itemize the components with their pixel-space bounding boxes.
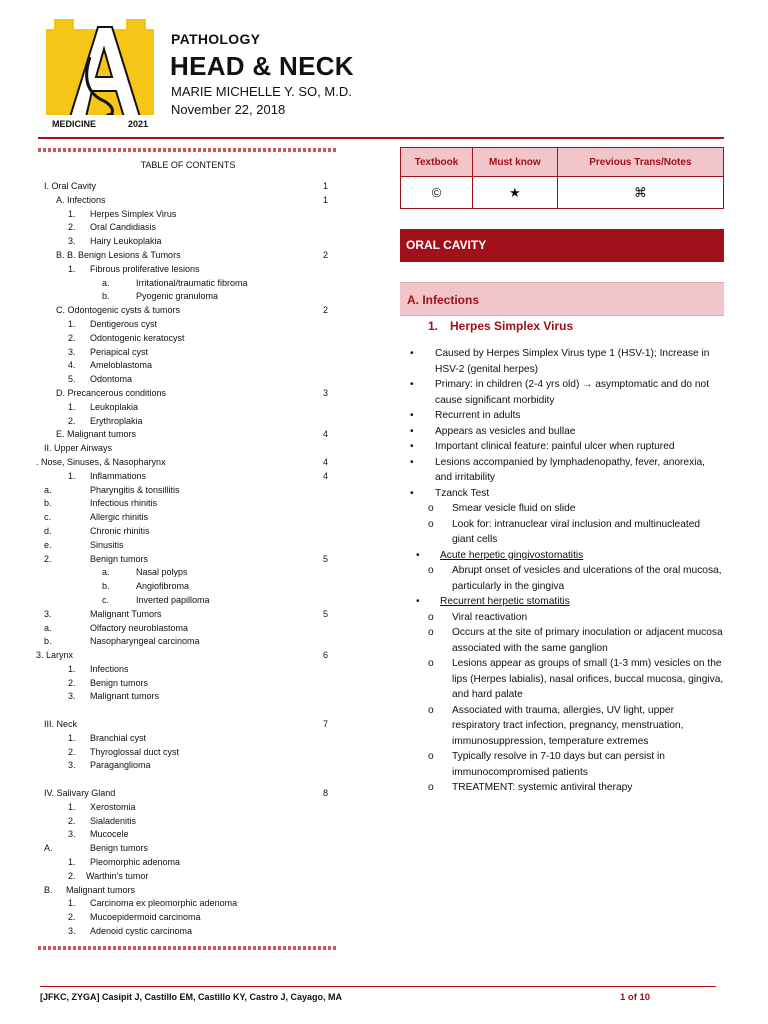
- toc-entry-label: Periapical cyst: [90, 346, 149, 357]
- toc-entry-number: c.: [44, 512, 52, 523]
- toc-entry: [36, 773, 336, 787]
- bullet-text: Appears as vesicles and bullae: [435, 425, 576, 437]
- toc-entry-number: 1.: [68, 732, 76, 743]
- toc-entry: [36, 387, 336, 401]
- bullet-icon: •: [416, 596, 420, 607]
- toc-entry-label: Irritational/traumatic fibroma: [136, 277, 248, 288]
- toc-bottom-border: [38, 946, 338, 950]
- bullet-text: Lesions appear as groups of small (1-3 mm) vesicles on the lips (Herpes labialis), nasal orifices, buccal mucosa, gingiva, and hard palate: [452, 658, 724, 700]
- toc-entry: [36, 208, 336, 222]
- bullet-text: Recurrent in adults: [435, 410, 521, 421]
- sub-bullet-item: [400, 780, 724, 796]
- toc-entry: [36, 870, 336, 884]
- toc-entry: [36, 318, 336, 332]
- bullet-icon: •: [410, 456, 414, 468]
- toc-entry-label: C. Odontogenic cysts & tumors: [56, 305, 181, 316]
- toc-entry: [36, 718, 336, 732]
- toc-entry-label: Xerostomia: [90, 801, 136, 812]
- toc-entry-page: 5: [322, 553, 328, 564]
- toc-entry-number: 3.: [68, 760, 76, 771]
- toc-entry-label: Pharyngitis & tonsillitis: [90, 484, 180, 495]
- bullet-icon: •: [410, 441, 414, 452]
- toc-entry-number: c.: [102, 594, 110, 605]
- toc-title: TABLE OF CONTENTS: [140, 160, 236, 170]
- toc-entry: [36, 580, 336, 594]
- toc-entry: [36, 649, 336, 663]
- toc-entry: [36, 235, 336, 249]
- toc-entry-number: 1.: [68, 857, 76, 868]
- toc-entry-number: a.: [44, 622, 52, 633]
- toc-entry-label: IV. Salivary Gland: [44, 788, 116, 799]
- bullet-text: Caused by Herpes Simplex Virus type 1 (HSV-1); Increase in HSV-2 (genital herpes): [435, 348, 710, 375]
- sub-bullet-item: [400, 625, 724, 656]
- toc-entry-number: 2.: [68, 222, 76, 233]
- bullet-icon: o: [428, 627, 434, 638]
- toc-entry-label: Leukoplakia: [90, 401, 139, 412]
- toc-entry-number: 3.: [68, 236, 76, 247]
- toc-entry-number: 1.: [68, 318, 76, 329]
- toc-entry: [36, 828, 336, 842]
- toc-entry-label: Fibrous proliferative lesions: [90, 263, 200, 274]
- toc-entry-label: Sinusitis: [90, 539, 124, 550]
- toc-entry: [36, 911, 336, 925]
- sub-bullet-item: [400, 703, 724, 750]
- toc-entry-number: 1.: [68, 401, 76, 412]
- legend-header-must-know: Must know: [472, 148, 557, 177]
- toc-entry-label: 3. Larynx: [36, 650, 74, 661]
- toc-entry: [36, 553, 336, 567]
- toc-entry: [36, 373, 336, 387]
- toc-entry-number: 2.: [68, 332, 76, 343]
- toc-entry-page: 4: [322, 429, 328, 440]
- toc-entry-number: B.: [44, 884, 53, 895]
- toc-entry-label: II. Upper Airways: [44, 443, 113, 454]
- topic-number: 1.: [428, 319, 439, 333]
- toc-entry-label: Malignant tumors: [90, 691, 160, 702]
- toc-entry-page: 3: [322, 387, 328, 398]
- toc-entry-page: 7: [322, 719, 328, 730]
- toc-entry: [36, 842, 336, 856]
- toc-entry-label: Herpes Simplex Virus: [90, 208, 177, 219]
- bullet-icon: •: [410, 348, 414, 359]
- toc-entry: [36, 815, 336, 829]
- toc-entry: [36, 608, 336, 622]
- sub-bullet-item: [400, 749, 724, 780]
- toc-entry: [36, 332, 336, 346]
- svg-text:2021: 2021: [128, 119, 149, 129]
- toc-entry: [36, 401, 336, 415]
- toc-top-border: [38, 148, 338, 152]
- toc-entry-number: 1.: [68, 801, 76, 812]
- bullet-icon: •: [410, 487, 414, 499]
- toc-entry-label: Inverted papilloma: [136, 594, 210, 605]
- sub-bullet-item: [400, 501, 724, 517]
- toc-entry-label: Carcinoma ex pleomorphic adenoma: [90, 898, 238, 909]
- toc-entry-number: 2.: [68, 677, 76, 688]
- author-name: MARIE MICHELLE Y. SO, M.D.: [171, 84, 352, 99]
- toc-entry-number: 2.: [68, 746, 76, 757]
- copyright-icon: ©: [401, 177, 473, 209]
- toc-entry: [36, 746, 336, 760]
- toc-entry-number: 2.: [68, 912, 76, 923]
- toc-entry-number: 3.: [68, 691, 76, 702]
- toc-entry: [36, 497, 336, 511]
- bullet-item: [400, 408, 724, 424]
- bullet-text: Look for: intranuclear viral inclusion and multinucleated giant cells: [452, 518, 701, 545]
- svg-text:MEDICINE: MEDICINE: [52, 119, 97, 129]
- toc-entry-number: 2.: [68, 815, 76, 826]
- bullet-text: TREATMENT: systemic antiviral therapy: [452, 782, 633, 793]
- bullet-text: Smear vesicle fluid on slide: [452, 503, 576, 514]
- bullet-icon: o: [428, 565, 434, 576]
- toc-entry-label: Pleomorphic adenoma: [90, 857, 181, 868]
- toc-entry: [36, 594, 336, 608]
- toc-entry-number: a.: [102, 277, 110, 288]
- toc-entry: [36, 221, 336, 235]
- toc-entry-label: Infections: [90, 663, 129, 674]
- toc-entry-number: d.: [44, 525, 52, 536]
- toc-entry-label: A. Infections: [56, 194, 106, 205]
- toc-entry-number: 3.: [68, 926, 76, 937]
- toc-entry: [36, 511, 336, 525]
- toc-entry-label: I. Oral Cavity: [44, 181, 97, 191]
- bullet-icon: o: [428, 751, 434, 762]
- lecture-notes: [400, 346, 724, 796]
- toc-entry-number: 1.: [68, 208, 76, 219]
- toc-entry-number: b.: [102, 581, 110, 592]
- toc-entry-label: Chronic rhinitis: [90, 525, 150, 536]
- page-title: HEAD & NECK: [170, 51, 354, 81]
- toc-entry-page: 4: [322, 456, 328, 467]
- toc-entry-label: Thyroglossal duct cyst: [90, 746, 180, 757]
- footer-divider: [40, 986, 716, 987]
- toc-entry-label: D. Precancerous conditions: [56, 387, 167, 398]
- toc-entry: [36, 525, 336, 539]
- header-divider: [38, 137, 724, 139]
- sub-bullet-item: [400, 656, 724, 703]
- toc-entry-label: Nasal polyps: [136, 567, 188, 578]
- toc-entry: [36, 677, 336, 691]
- toc-entry: [36, 415, 336, 429]
- toc-entry-page: 5: [322, 608, 328, 619]
- toc-entry-label: E. Malignant tumors: [56, 429, 137, 440]
- bullet-item: [400, 346, 724, 377]
- toc-entry: [36, 428, 336, 442]
- legend-header-textbook: Textbook: [401, 148, 473, 177]
- bullet-text: Tzanck Test: [435, 487, 490, 499]
- toc-entry: [36, 856, 336, 870]
- sub-bullet-item: [400, 517, 724, 548]
- subtopic-heading: [400, 548, 724, 564]
- toc-entry: [36, 456, 336, 470]
- toc-entry-label: Adenoid cystic carcinoma: [90, 926, 193, 937]
- bullet-icon: o: [428, 658, 434, 669]
- toc-entry-label: Malignant Tumors: [90, 608, 162, 619]
- lecture-date: November 22, 2018: [171, 102, 286, 117]
- toc-entry: [36, 704, 336, 718]
- toc-entry: [36, 690, 336, 704]
- toc-entry-label: Oral Candidiasis: [90, 222, 157, 233]
- toc-entry-label: Malignant tumors: [66, 884, 136, 895]
- toc-entry: [36, 442, 336, 456]
- toc-entry-number: e.: [44, 539, 52, 550]
- subject-label: PATHOLOGY: [171, 31, 261, 47]
- legend-header-previous-notes: Previous Trans/Notes: [557, 148, 723, 177]
- toc-entry-label: Nasopharyngeal carcinoma: [90, 636, 200, 647]
- legend-table: [400, 147, 724, 209]
- toc-entry: [36, 249, 336, 263]
- table-of-contents: [36, 180, 336, 939]
- toc-entry-number: 2.: [44, 553, 52, 564]
- toc-entry: [36, 801, 336, 815]
- bullet-text: Abrupt onset of vesicles and ulcerations of the oral mucosa, particularly in the gingiva: [452, 565, 722, 592]
- bullet-text: Lesions accompanied by lymphadenopathy, fever, anorexia, and irritability: [435, 456, 705, 483]
- bullet-icon: •: [410, 410, 414, 421]
- toc-entry-number: 3.: [68, 829, 76, 840]
- toc-entry: [36, 484, 336, 498]
- toc-entry: [36, 263, 336, 277]
- toc-entry-label: Odontogenic keratocyst: [90, 332, 185, 343]
- toc-entry-number: b.: [102, 291, 110, 302]
- bullet-icon: o: [428, 704, 434, 716]
- bullet-text: Acute herpetic gingivostomatitis: [440, 549, 584, 561]
- toc-entry: [36, 346, 336, 360]
- bullet-icon: •: [410, 425, 414, 437]
- toc-entry-label: . Nose, Sinuses, & Nasopharynx: [36, 456, 166, 467]
- section-oral-cavity: ORAL CAVITY: [400, 229, 724, 262]
- footer-authors: [JFKC, ZYGA] Casipit J, Castillo EM, Castillo KY, Castro J, Cayago, MA: [40, 992, 343, 1002]
- toc-entry-number: b.: [44, 636, 52, 647]
- medicine-2021-logo: [40, 17, 160, 130]
- toc-entry-number: 1.: [68, 263, 76, 274]
- bullet-text: Recurrent herpetic stomatitis: [440, 596, 570, 607]
- toc-entry-page: 6: [322, 650, 328, 661]
- bullet-icon: o: [428, 503, 434, 514]
- toc-entry-label: Inflammations: [90, 470, 147, 481]
- toc-entry: [36, 622, 336, 636]
- toc-entry-label: Pyogenic granuloma: [136, 291, 219, 302]
- toc-entry-number: 4.: [68, 360, 76, 371]
- toc-entry-page: 4: [322, 470, 328, 481]
- toc-entry-label: Benign tumors: [90, 677, 149, 688]
- toc-entry: [36, 635, 336, 649]
- toc-entry: [36, 925, 336, 939]
- bullet-icon: •: [416, 549, 420, 561]
- toc-entry-label: Olfactory neuroblastoma: [90, 622, 189, 633]
- toc-entry: [36, 566, 336, 580]
- toc-entry: [36, 732, 336, 746]
- bullet-item: [400, 439, 724, 455]
- bullet-item: [400, 377, 724, 408]
- toc-entry-label: Angiofibroma: [136, 581, 190, 592]
- toc-entry-number: a.: [102, 567, 110, 578]
- page-number: 1 of 10: [620, 992, 651, 1003]
- bullet-text: Primary: in children (2-4 yrs old) → asymptomatic and do not cause significant morbidity: [435, 379, 710, 406]
- toc-entry: [36, 884, 336, 898]
- toc-entry-label: Benign tumors: [90, 843, 149, 854]
- bullet-text: Associated with trauma, allergies, UV light, upper respiratory tract infection, pregnancy, menstruation, immunosuppression, temperature extremes: [452, 704, 684, 747]
- toc-entry-number: 1.: [68, 470, 76, 481]
- toc-entry: [36, 277, 336, 291]
- toc-entry-number: 2.: [68, 415, 76, 426]
- toc-entry-label: Mucoepidermoid carcinoma: [90, 912, 201, 923]
- toc-entry-label: Paraganglioma: [90, 760, 151, 771]
- toc-entry-page: 1: [322, 181, 328, 191]
- toc-entry: [36, 759, 336, 773]
- topic-herpes-simplex-virus: Herpes Simplex Virus: [450, 319, 574, 333]
- toc-entry-label: III. Neck: [44, 719, 78, 730]
- toc-entry-number: A.: [44, 843, 53, 854]
- toc-entry-label: Sialadenitis: [90, 815, 137, 826]
- toc-entry-label: Ameloblastoma: [90, 360, 153, 371]
- toc-entry-page: 8: [322, 788, 328, 799]
- bullet-text: Typically resolve in 7-10 days but can persist in immunocompromised patients: [452, 751, 665, 778]
- toc-entry-label: Allergic rhinitis: [90, 512, 149, 523]
- toc-entry-page: 1: [322, 194, 328, 205]
- bullet-item: [400, 455, 724, 486]
- toc-entry: [36, 180, 336, 194]
- bullet-icon: o: [428, 782, 434, 793]
- toc-entry-label: Erythroplakia: [90, 415, 143, 426]
- toc-entry-number: 1.: [68, 898, 76, 909]
- toc-entry-label: Mucocele: [90, 829, 129, 840]
- toc-entry-label: Hairy Leukoplakia: [90, 236, 162, 247]
- toc-entry-label: Benign tumors: [90, 553, 149, 564]
- toc-entry-number: b.: [44, 498, 52, 509]
- toc-entry-label: Dentigerous cyst: [90, 318, 158, 329]
- star-icon: ★: [472, 177, 557, 209]
- subsection-infections: A. Infections: [400, 282, 724, 316]
- bullet-icon: o: [428, 518, 434, 530]
- sub-bullet-item: [400, 563, 724, 594]
- toc-entry: [36, 663, 336, 677]
- toc-entry: [36, 290, 336, 304]
- toc-entry: [36, 470, 336, 484]
- bullet-item: [400, 424, 724, 440]
- subtopic-heading: [400, 594, 724, 610]
- toc-entry-number: 2.: [68, 870, 76, 881]
- bullet-item: [400, 486, 724, 502]
- toc-entry-label: Odontoma: [90, 374, 133, 385]
- toc-entry-page: 2: [322, 249, 328, 260]
- toc-entry-label: Warthin's tumor: [86, 870, 149, 881]
- command-icon: ⌘: [557, 177, 723, 209]
- toc-entry: [36, 194, 336, 208]
- toc-entry: [36, 359, 336, 373]
- toc-entry-page: 2: [322, 305, 328, 316]
- toc-entry: [36, 539, 336, 553]
- sub-bullet-item: [400, 610, 724, 626]
- toc-entry-label: Infectious rhinitis: [90, 498, 158, 509]
- toc-entry-label: B. B. Benign Lesions & Tumors: [56, 249, 181, 260]
- toc-entry: [36, 304, 336, 318]
- bullet-text: Occurs at the site of primary inoculation or adjacent mucosa associated with the same ganglion: [452, 627, 723, 654]
- toc-entry-number: 5.: [68, 374, 76, 385]
- toc-entry-number: 1.: [68, 663, 76, 674]
- bullet-text: Important clinical feature: painful ulcer when ruptured: [435, 441, 675, 452]
- toc-entry: [36, 897, 336, 911]
- bullet-icon: o: [428, 611, 434, 623]
- toc-entry-label: Branchial cyst: [90, 732, 147, 743]
- toc-entry-number: 3.: [68, 346, 76, 357]
- toc-entry-number: a.: [44, 484, 52, 495]
- toc-entry: [36, 787, 336, 801]
- bullet-text: Viral reactivation: [452, 611, 528, 623]
- toc-entry-number: 3.: [44, 608, 52, 619]
- bullet-icon: •: [410, 379, 414, 390]
